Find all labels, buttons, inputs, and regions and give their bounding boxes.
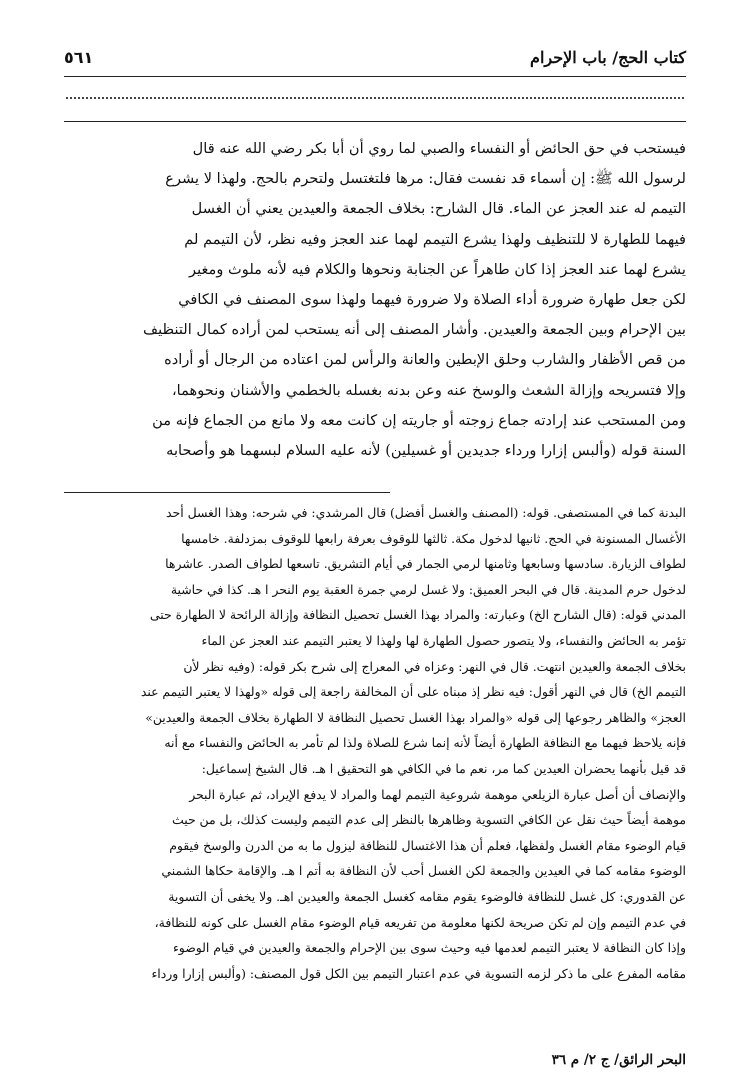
main-text-line: التيمم له عند العجز عن الماء. قال الشارح: بخلاف الجمعة والعيدين يعني أن الغسل — [191, 200, 686, 218]
footnote-line: عن القدوري: كل غسل للنظافة فالوضوء يقوم مقامه كغسل الجمعة والعيدين اهـ. ولا يخفى أن التسوية — [168, 888, 686, 904]
main-text-rule — [64, 121, 686, 122]
main-text-line: ومن المستحب عند إرادته جماع زوجته أو جاريته إن كانت معه ولا مانع من الجماع فإنه من — [152, 411, 686, 429]
main-text — [64, 134, 686, 466]
main-text-line: بين الإحرام وبين الجمعة والعيدين. وأشار المصنف إلى أنه يستحب لمن أراده كمال التنظيف — [142, 321, 686, 339]
main-text-line: من قص الأظفار والشارب وحلق الإبطين والعانة والرأس لمن اعتاده من الرجال أو أراده — [164, 351, 686, 369]
footnote-line: موهمة أيضاً حيث نقل عن الكافي التسوية وظاهرها بالنظر إلى عدم التيمم وليست كذلك، بل من حيث — [172, 812, 686, 828]
footnote-line: التيمم الخ) قال في النهر أقول: فيه نظر إذ مبناه على أن المخالفة راجعة إلى قوله «ولهذا لا يعتبر التيمم عند — [140, 684, 686, 700]
footnote-line: لطواف الزيارة. سادسها وسابعها وثامنها لرمي الجمار في أيام التشريق. تاسعها لطواف الصدر. عاشرها — [165, 556, 686, 572]
footnote-text — [64, 500, 686, 986]
footnote-line: تؤمر به الحائض والنفساء، ولا يتصور حصول الطهارة لها ولهذا لا يعتبر التيمم عند العجز عن الماء — [201, 632, 686, 648]
footnote-divider — [64, 492, 390, 493]
footnote-line: الأغسال المسنونة في الحج. ثانيها لدخول مكة. ثالثها للوقوف بعرفة رابعها للوقوف بمزدلفة. خامسها — [181, 530, 686, 546]
footnote-line: لدخول حرم المدينة. قال في البحر العميق: ولا غسل لرمي جمرة العقبة يوم النحر ا هـ. كذا في حاشية — [170, 581, 686, 597]
footnote-line: بخلاف الجمعة والعيدين انتهت. قال في النهر: وعزاه في المعراج إلى شرح بكر قوله: (وفيه نظر لأن — [183, 658, 686, 674]
footnote-line: الوضوء مقامه كما في العيدين والجمعة لكن الغسل أحب لأن النظافة به أتم ا هـ. والإقامة حكاها الشمني — [161, 863, 686, 879]
footnote-line: في عدم التيمم وإن لم تكن صريحة لكنها معلومة من تفريعه قيام الوضوء مقام الغسل على كونه للنظافة، — [154, 914, 686, 930]
footnote-line: وإذا كان النظافة لا يعتبر التيمم لعدمها فيه وحيث سوى بين الإحرام والجمعة والعيدين في قيام الوضوء — [172, 940, 686, 956]
header-rule — [64, 76, 686, 77]
footnote-line: والإنصاف أن أصل عبارة الزيلعي موهمة شروعية التيمم لهما والمراد لا يدفع الإيراد، ثم عبارة البحر — [189, 786, 686, 802]
footnote-line: مقامه المفرع على ما ذكر لزمه التسوية في عدم اعتبار التيمم بين الكل قول المصنف: (وألبس إزارا ورداء — [151, 965, 686, 981]
main-text-line: فيستحب في حق الحائض أو النفساء والصبي لما روي أن أبا بكر رضي الله عنه قال — [192, 140, 686, 157]
main-text-line: لرسول الله ﷺ: إن أسماء قد نفست فقال: مرها فلتغتسل ولتحرم بالحج. ولهذا لا يشرع — [165, 170, 686, 188]
footnote-line: فإنه يلاحظ فيهما مع النظافة الطهارة أيضاً لأنه إنما شرع للصلاة ولذا لم تأمر به الحائض والنفساء مع أنه — [164, 735, 686, 751]
main-text-line: لكن جعل طهارة ضرورة أداء الصلاة ولا ضرورة فيهما ولهذا سوى المصنف في الكافي — [178, 290, 686, 308]
chapter-title: كتاب الحج/ باب الإحرام — [530, 47, 686, 67]
main-text-line: يشرع لهما عند العجز إذا كان طاهراً عن الجنابة ونحوها والكلام فيه لأنه ملوث ومغير — [189, 260, 686, 278]
dotted-separator — [66, 97, 684, 99]
footnote-line: قد قيل بأنهما يحضران العيدين كما مر، نعم ما في الكافي هو التحقيق ا هـ. قال الشيخ إسماعيل: — [201, 760, 686, 776]
page-footer: البحر الرائق/ ج ٢/ م ٣٦ — [551, 1052, 686, 1068]
main-text-line: السنة قوله (وألبس إزارا ورداء جديدين أو غسيلين) لأنه عليه السلام لبسهما هو وأصحابه — [166, 441, 686, 459]
page-number: ٥٦١ — [64, 47, 94, 67]
main-text-line: وإلا فتسريحه وإزالة الشعث والوسخ عنه وعن بدنه بغسله بالخطمي والأشنان ونحوهما، — [171, 381, 686, 399]
footnote-line: البدنة كما في المستصفى. قوله: (المصنف والغسل أفضل) قال المرشدي: في شرحه: وهذا الغسل أحد — [166, 505, 686, 520]
footnote-line: قيام الوضوء مقام الغسل ولفظها، فعلم أن هذا الاغتسال للنظافة ليزول ما به من الدرن والوسخ فيقوم — [169, 837, 686, 853]
page-header — [64, 44, 686, 70]
main-text-line: فيهما للطهارة لا للتنظيف ولهذا يشرع التيمم لهما عند العجز وفيه نظر، لأن التيمم لم — [184, 230, 686, 248]
footnote-line: المدني قوله: (قال الشارح الخ) وعبارته: والمراد بهذا الغسل تحصيل النظافة وإزالة الرائحة لا الطهارة حتى — [149, 607, 686, 623]
footnote-line: العجز» والظاهر رجوعها إلى قوله «والمراد بهذا الغسل تحصيل النظافة لا الطهارة بخلاف الجمعة والعيدين» — [145, 709, 686, 725]
